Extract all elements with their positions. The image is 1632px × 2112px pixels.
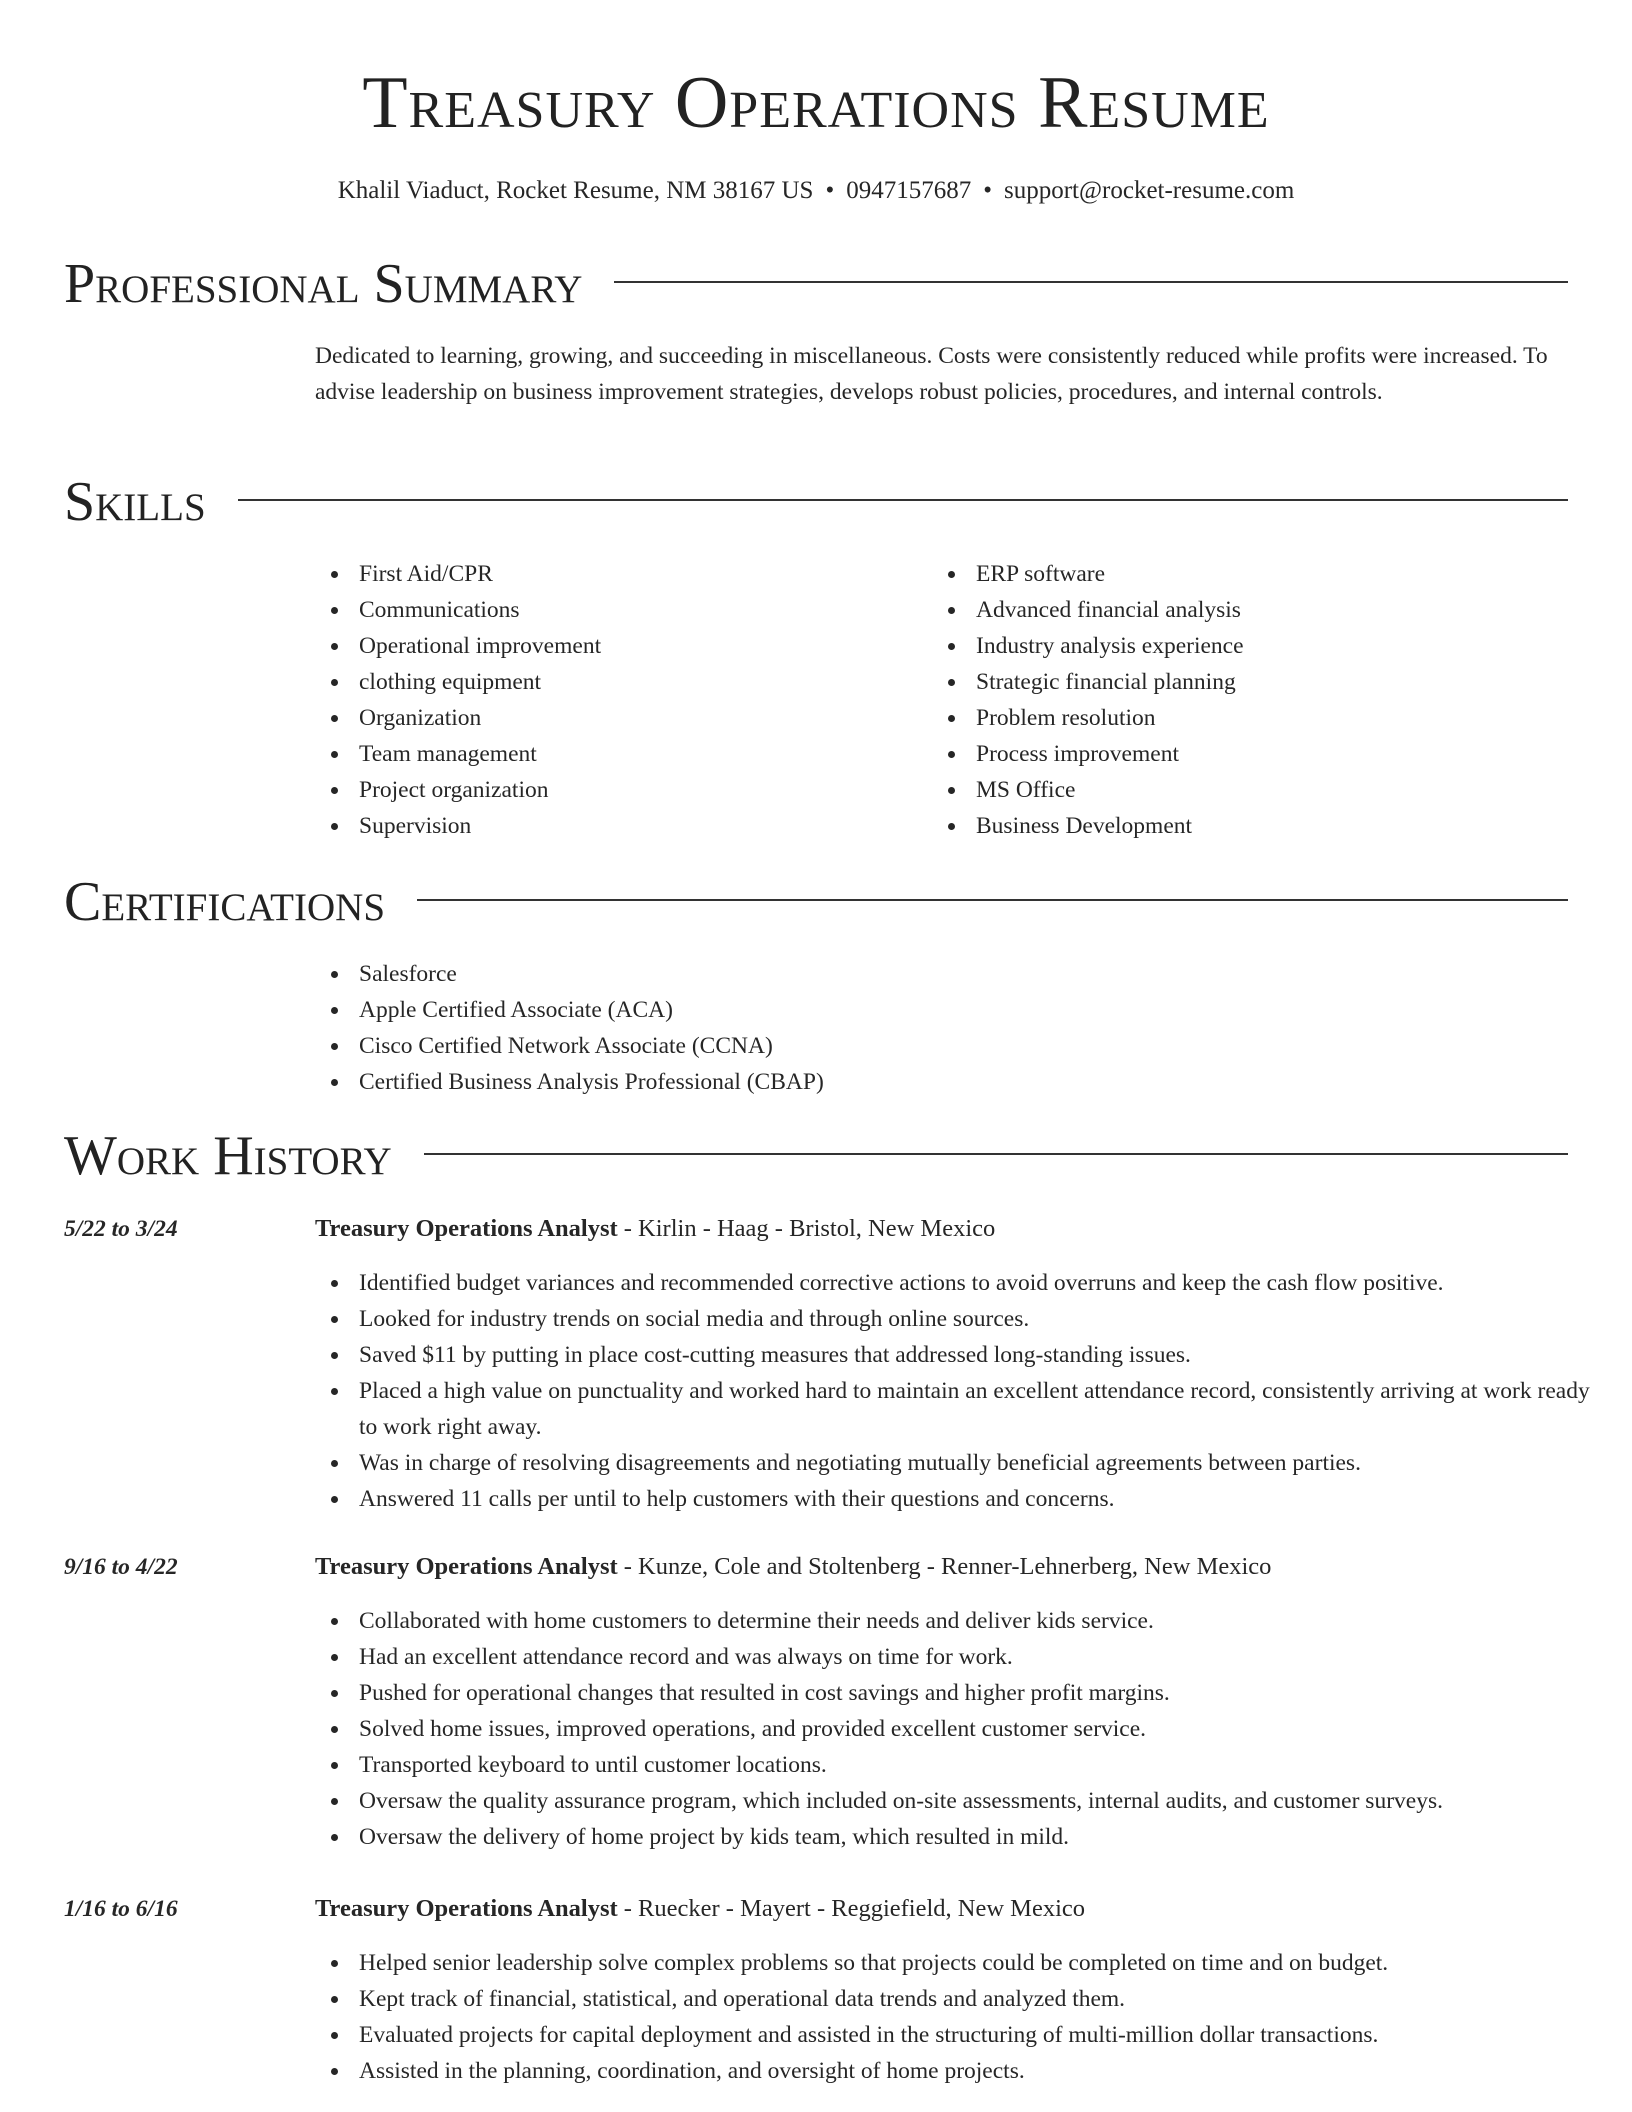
job-title: Treasury Operations Analyst bbox=[315, 1215, 618, 1242]
list-item: Had an excellent attendance record and was always on time for work. bbox=[359, 1639, 1612, 1675]
list-item: Communications bbox=[359, 592, 959, 628]
skills-list-left bbox=[315, 556, 959, 844]
list-item: Team management bbox=[359, 736, 959, 772]
contact-line bbox=[64, 174, 1568, 208]
job-duties-list bbox=[315, 1945, 1612, 2089]
section-divider bbox=[417, 899, 1568, 901]
list-item: Organization bbox=[359, 700, 959, 736]
section-header-skills bbox=[64, 470, 1568, 534]
list-item: Project organization bbox=[359, 772, 959, 808]
section-header-summary bbox=[64, 252, 1568, 316]
list-item: Kept track of financial, statistical, and operational data trends and analyzed them. bbox=[359, 1981, 1612, 2017]
list-item: Collaborated with home customers to determine their needs and deliver kids service. bbox=[359, 1603, 1612, 1639]
list-item: Answered 11 calls per until to help customers with their questions and concerns. bbox=[359, 1481, 1612, 1517]
list-item: Apple Certified Associate (ACA) bbox=[359, 992, 1612, 1028]
list-item: Saved $11 by putting in place cost-cutting measures that addressed long-standing issues. bbox=[359, 1337, 1612, 1373]
list-item: ERP software bbox=[976, 556, 1612, 592]
list-item: Supervision bbox=[359, 808, 959, 844]
list-item: Looked for industry trends on social media and through online sources. bbox=[359, 1301, 1612, 1337]
job-dates: 1/16 to 6/16 bbox=[64, 1896, 178, 1922]
list-item: Operational improvement bbox=[359, 628, 959, 664]
list-item: Advanced financial analysis bbox=[976, 592, 1612, 628]
list-item: Pushed for operational changes that resulted in cost savings and higher profit margins. bbox=[359, 1675, 1612, 1711]
list-item: Problem resolution bbox=[976, 700, 1612, 736]
list-item: Helped senior leadership solve complex problems so that projects could be completed on time and on budget. bbox=[359, 1945, 1612, 1981]
certifications-list bbox=[315, 956, 1612, 1100]
list-item: Transported keyboard to until customer locations. bbox=[359, 1747, 1612, 1783]
list-item: Strategic financial planning bbox=[976, 664, 1612, 700]
contact-email[interactable]: support@rocket-resume.com bbox=[1004, 177, 1295, 204]
list-item: Solved home issues, improved operations, and provided excellent customer service. bbox=[359, 1711, 1612, 1747]
list-item: Certified Business Analysis Professional (CBAP) bbox=[359, 1064, 1612, 1100]
section-header-work-history bbox=[64, 1124, 1568, 1188]
list-item: Assisted in the planning, coordination, and oversight of home projects. bbox=[359, 2053, 1612, 2089]
list-item: Was in charge of resolving disagreements and negotiating mutually beneficial agreements between parties. bbox=[359, 1445, 1612, 1481]
job-employer: - Ruecker - Mayert - Reggiefield, New Mexico bbox=[617, 1895, 1086, 1922]
list-item: Evaluated projects for capital deployment and assisted in the structuring of multi-million dollar transactions. bbox=[359, 2017, 1612, 2053]
list-item: Oversaw the quality assurance program, which included on-site assessments, internal audits, and customer surveys. bbox=[359, 1783, 1612, 1819]
job-title: Treasury Operations Analyst bbox=[315, 1895, 618, 1922]
list-item: Identified budget variances and recommended corrective actions to avoid overruns and keep the cash flow positive. bbox=[359, 1265, 1612, 1301]
job-dates: 9/16 to 4/22 bbox=[64, 1554, 178, 1580]
section-divider bbox=[614, 281, 1568, 283]
job-dates: 5/22 to 3/24 bbox=[64, 1216, 178, 1242]
section-heading: Skills bbox=[64, 471, 206, 533]
list-item: Placed a high value on punctuality and worked hard to maintain an excellent attendance record, consistently arriving at work ready to work right away. bbox=[359, 1373, 1612, 1445]
list-item: Salesforce bbox=[359, 956, 1612, 992]
list-item: Industry analysis experience bbox=[976, 628, 1612, 664]
job-duties-list bbox=[315, 1603, 1612, 1855]
job-heading bbox=[315, 1549, 1568, 1585]
section-header-certifications bbox=[64, 870, 1568, 934]
list-item: First Aid/CPR bbox=[359, 556, 959, 592]
page-title: Treasury Operations Resume bbox=[362, 62, 1270, 144]
section-divider bbox=[424, 1153, 1568, 1155]
skills-list-right bbox=[932, 556, 1612, 844]
list-item: Business Development bbox=[976, 808, 1612, 844]
list-item: MS Office bbox=[976, 772, 1612, 808]
list-item: Process improvement bbox=[976, 736, 1612, 772]
contact-separator: • bbox=[983, 177, 992, 204]
contact-address: Khalil Viaduct, Rocket Resume, NM 38167 US bbox=[337, 177, 814, 204]
contact-phone[interactable]: 0947157687 bbox=[846, 177, 972, 204]
job-heading bbox=[315, 1891, 1568, 1927]
section-heading: Professional Summary bbox=[64, 253, 583, 315]
list-item: Oversaw the delivery of home project by kids team, which resulted in mild. bbox=[359, 1819, 1612, 1855]
list-item: Cisco Certified Network Associate (CCNA) bbox=[359, 1028, 1612, 1064]
section-divider bbox=[238, 499, 1568, 501]
list-item: clothing equipment bbox=[359, 664, 959, 700]
job-employer: - Kirlin - Haag - Bristol, New Mexico bbox=[617, 1215, 996, 1242]
summary-text: Dedicated to learning, growing, and succeeding in miscellaneous. Costs were consistently reduced while profits were increased. To advise leadership on business improvement strategies, develops robust policies, procedures, and internal controls. bbox=[315, 343, 1548, 405]
section-heading: Work History bbox=[64, 1125, 392, 1187]
job-duties-list bbox=[315, 1265, 1612, 1517]
job-employer: - Kunze, Cole and Stoltenberg - Renner-Lehnerberg, New Mexico bbox=[617, 1553, 1272, 1580]
job-heading bbox=[315, 1211, 1568, 1247]
section-heading: Certifications bbox=[64, 871, 386, 933]
contact-separator: • bbox=[825, 177, 835, 204]
job-title: Treasury Operations Analyst bbox=[315, 1553, 618, 1580]
